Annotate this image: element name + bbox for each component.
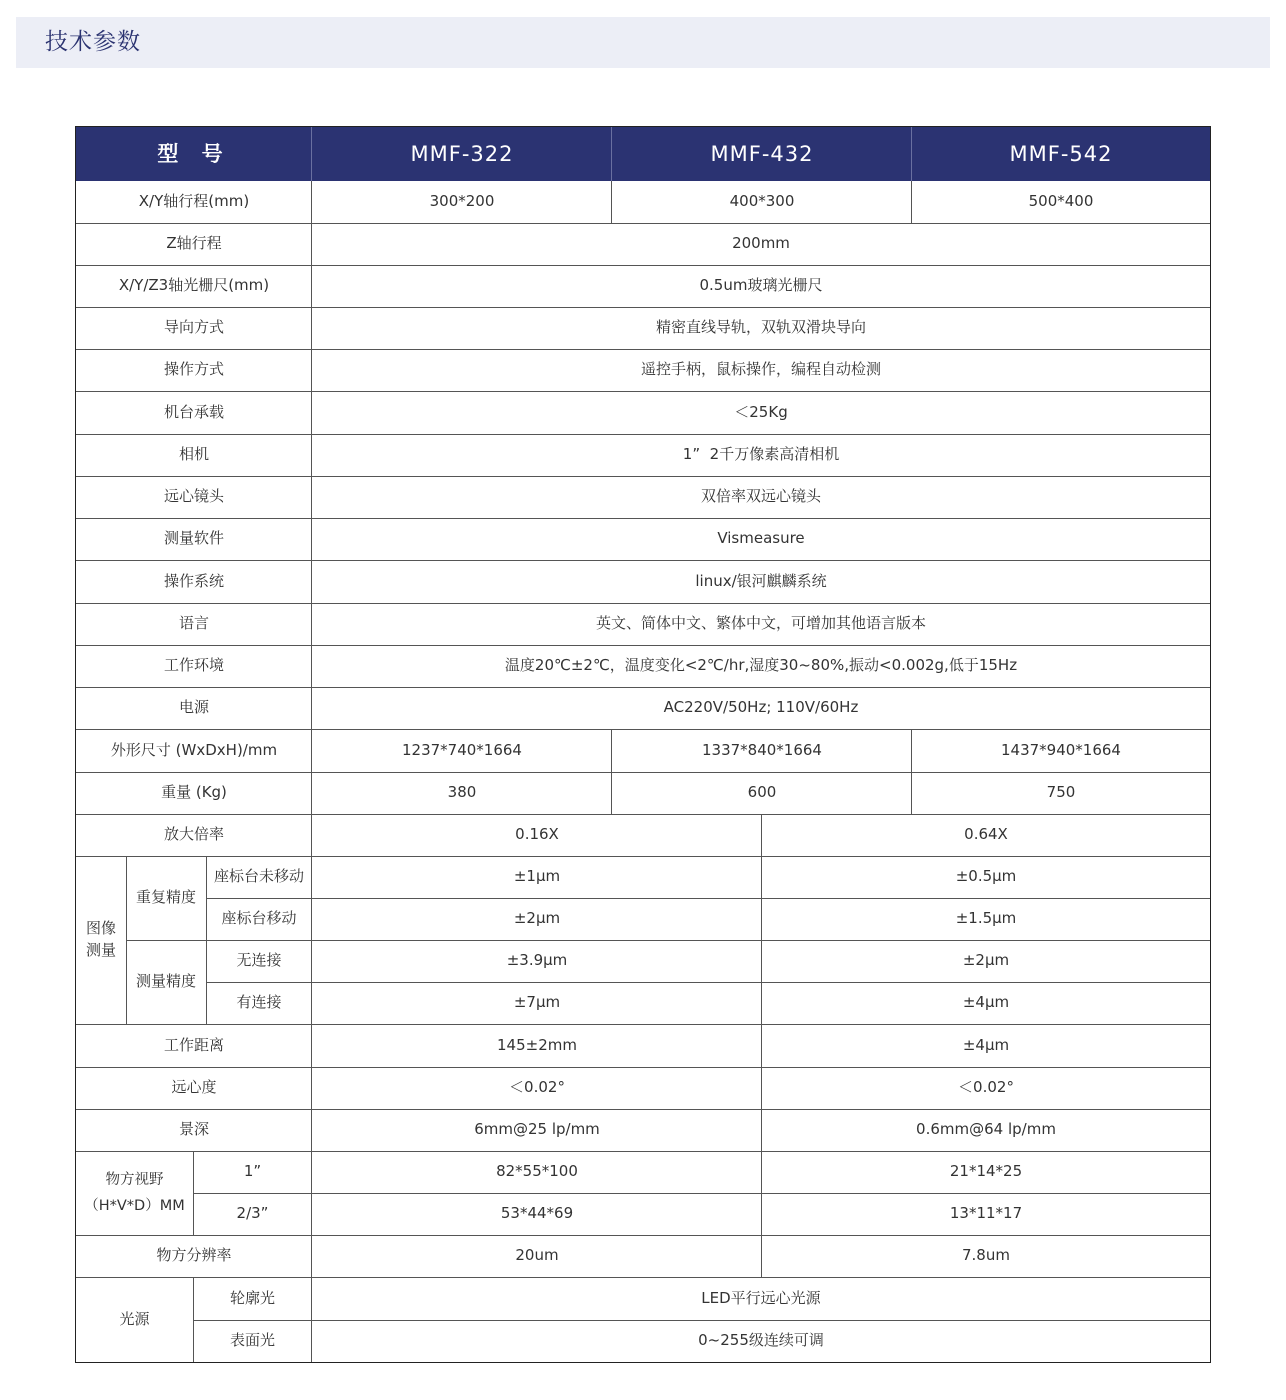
weight-3: 750 <box>1046 783 1076 802</box>
repeat-static-1: ±1μm <box>513 867 561 886</box>
row-label-magnification: 放大倍率 <box>163 825 224 844</box>
row-label-environment: 工作环境 <box>163 656 224 675</box>
stitch-label: 有连接 <box>236 993 282 1012</box>
section-header <box>16 17 1270 68</box>
row-label-power: 电源 <box>178 698 209 717</box>
spec-table <box>75 126 1211 1363</box>
image-measure-label: 图像测量 <box>85 919 116 959</box>
fov-two-thirds-label: 2/3” <box>236 1204 269 1223</box>
no-stitch-label: 无连接 <box>236 951 282 970</box>
dimensions-2: 1337*840*1664 <box>702 740 822 759</box>
repeat-moving-1: ±2μm <box>513 909 561 928</box>
row-label-depth-of-field: 景深 <box>178 1120 209 1139</box>
repeat-moving-label: 座标台移动 <box>221 909 297 928</box>
row-label-telecentricity: 远心度 <box>171 1078 217 1097</box>
row-label-guide: 导向方式 <box>163 318 224 337</box>
stitch-2: ±4μm <box>962 993 1010 1012</box>
dimensions-3: 1437*940*1664 <box>1001 740 1121 759</box>
row-label-camera: 相机 <box>178 445 209 464</box>
magnification-2: 0.64X <box>964 825 1008 844</box>
light-surface-label: 表面光 <box>229 1331 275 1350</box>
magnification-1: 0.16X <box>515 825 559 844</box>
grating-value: 0.5um玻璃光栅尺 <box>699 276 823 295</box>
row-label-grating: X/Y/Z3轴光栅尺(mm) <box>118 276 270 295</box>
environment-value: 温度20℃±2℃，温度变化<2℃/hr,湿度30~80%,振动<0.002g,低于15Hz <box>504 656 1018 675</box>
depth-of-field-2: 0.6mm@64 lp/mm <box>916 1120 1056 1139</box>
resolution-1: 20um <box>515 1246 559 1265</box>
table-header <box>76 127 1210 181</box>
row-label-xy-travel: X/Y轴行程(mm) <box>138 192 250 211</box>
fov-one-inch-1: 82*55*100 <box>496 1162 578 1181</box>
fov-label: 物方视野（H*V*D）MM <box>84 1171 185 1214</box>
stitch-1: ±7μm <box>513 993 561 1012</box>
repeat-moving-2: ±1.5μm <box>955 909 1017 928</box>
working-distance-2: ±4μm <box>962 1035 1010 1054</box>
telecentricity-2: ＜0.02° <box>958 1078 1014 1097</box>
row-label-working-distance: 工作距离 <box>163 1035 224 1054</box>
camera-value: 1” 2千万像素高清相机 <box>682 445 840 464</box>
xy-travel-1: 300*200 <box>429 192 495 211</box>
xy-travel-3: 500*400 <box>1028 192 1094 211</box>
light-surface-value: 0~255级连续可调 <box>698 1331 824 1350</box>
row-label-language: 语言 <box>178 614 209 633</box>
row-label-operation: 操作方式 <box>163 360 224 379</box>
power-value: AC220V/50Hz; 110V/60Hz <box>663 698 859 717</box>
fov-two-thirds-2: 13*11*17 <box>949 1204 1023 1223</box>
weight-1: 380 <box>447 783 477 802</box>
row-label-resolution: 物方分辨率 <box>156 1246 232 1265</box>
header-model-label: 型 号 <box>157 141 231 166</box>
z-travel-value: 200mm <box>732 234 790 253</box>
no-stitch-1: ±3.9μm <box>506 951 568 970</box>
resolution-2: 7.8um <box>962 1246 1010 1265</box>
row-label-load: 机台承载 <box>163 402 224 421</box>
row-label-z-travel: Z轴行程 <box>166 234 222 253</box>
lens-value: 双倍率双远心镜头 <box>700 487 821 506</box>
row-label-os: 操作系统 <box>163 571 224 590</box>
row-label-lens: 远心镜头 <box>163 487 224 506</box>
working-distance-1: 145±2mm <box>497 1035 577 1054</box>
depth-of-field-1: 6mm@25 lp/mm <box>474 1120 600 1139</box>
software-value: Vismeasure <box>717 529 805 548</box>
dimensions-1: 1237*740*1664 <box>402 740 522 759</box>
row-label-weight: 重量 (Kg) <box>161 783 227 802</box>
fov-two-thirds-1: 53*44*69 <box>500 1204 574 1223</box>
load-value: ＜25Kg <box>734 402 788 421</box>
repeat-static-label: 座标台未移动 <box>213 867 304 886</box>
row-label-software: 测量软件 <box>163 529 224 548</box>
repeat-static-2: ±0.5μm <box>955 867 1017 886</box>
section-title: 技术参数 <box>45 29 141 55</box>
header-model-1: MMF-322 <box>410 141 514 166</box>
measure-accuracy-label: 测量精度 <box>135 972 196 991</box>
header-model-2: MMF-432 <box>710 141 814 166</box>
language-value: 英文、简体中文、繁体中文，可增加其他语言版本 <box>595 614 926 633</box>
os-value: linux/银河麒麟系统 <box>695 571 827 590</box>
operation-value: 遥控手柄，鼠标操作，编程自动检测 <box>640 360 881 379</box>
guide-value: 精密直线导轨，双轨双滑块导向 <box>655 318 866 337</box>
no-stitch-2: ±2μm <box>962 951 1010 970</box>
fov-one-inch-2: 21*14*25 <box>949 1162 1023 1181</box>
fov-one-inch-label: 1” <box>243 1162 262 1181</box>
row-label-dimensions: 外形尺寸 (WxDxH)/mm <box>110 740 278 759</box>
repeat-accuracy-label: 重复精度 <box>135 888 196 907</box>
telecentricity-1: ＜0.02° <box>509 1078 565 1097</box>
header-model-3: MMF-542 <box>1009 141 1113 166</box>
xy-travel-2: 400*300 <box>729 192 795 211</box>
light-label: 光源 <box>119 1309 150 1328</box>
light-contour-value: LED平行远心光源 <box>701 1288 821 1307</box>
weight-2: 600 <box>747 783 777 802</box>
light-contour-label: 轮廓光 <box>229 1288 275 1307</box>
